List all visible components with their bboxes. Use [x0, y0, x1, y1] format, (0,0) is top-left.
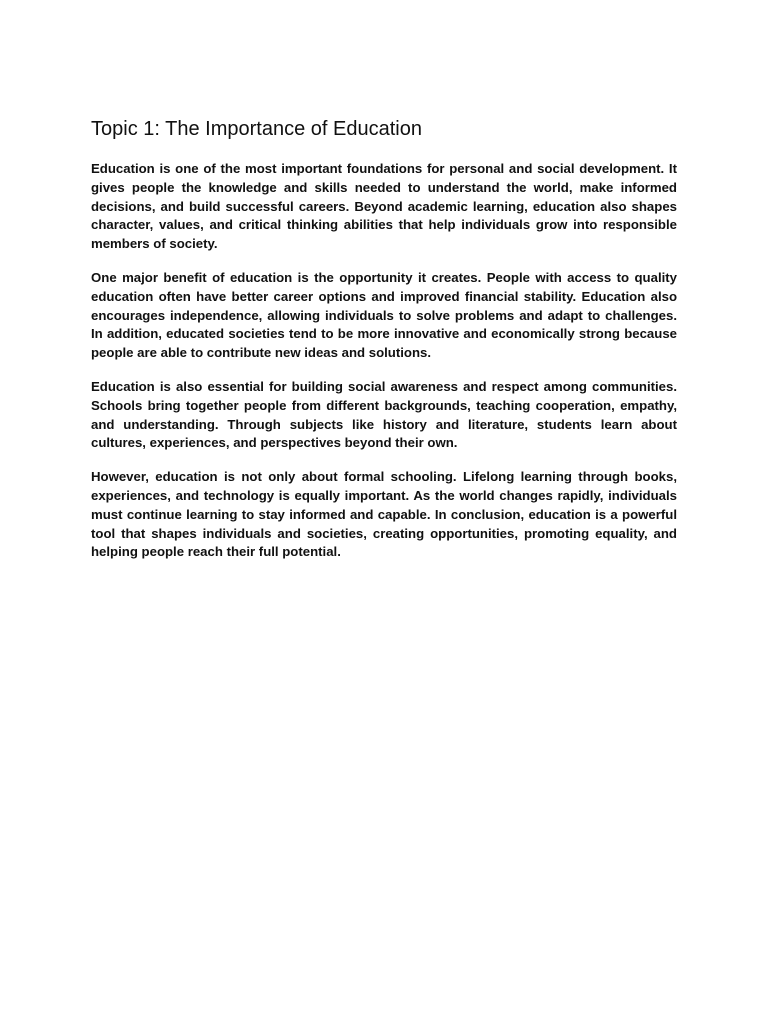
document-title: Topic 1: The Importance of Education [91, 118, 422, 140]
paragraph-1: Education is one of the most important foundations for personal and social development. It gives people the knowledge and skills needed to understand the world, make informed decisions, and build successful careers. Beyond academic learning, education also shapes character, values, and critical thinking abilities that help individuals grow into responsible members of society. [91, 161, 677, 252]
paragraph-3: Education is also essential for building social awareness and respect among communities. Schools bring together people from different backgrounds, teaching cooperation, empathy, and understanding. Through subjects like history and literature, students learn about cultures, experiences, and perspectives beyond their own. [91, 378, 677, 451]
document-page [91, 113, 677, 562]
paragraph-4: However, education is not only about formal schooling. Lifelong learning through books, experiences, and technology is equally important. As the world changes rapidly, individuals must continue learning to stay informed and capable. In conclusion, education is a powerful tool that shapes individuals and societies, creating opportunities, promoting equality, and helping people reach their full potential. [91, 469, 677, 560]
paragraph-2: One major benefit of education is the opportunity it creates. People with access to quality education often have better career options and improved financial stability. Education also encourages independence, allowing individuals to solve problems and adapt to challenges. In addition, educated societies tend to be more innovative and economically strong because people are able to contribute new ideas and solutions. [91, 269, 677, 361]
